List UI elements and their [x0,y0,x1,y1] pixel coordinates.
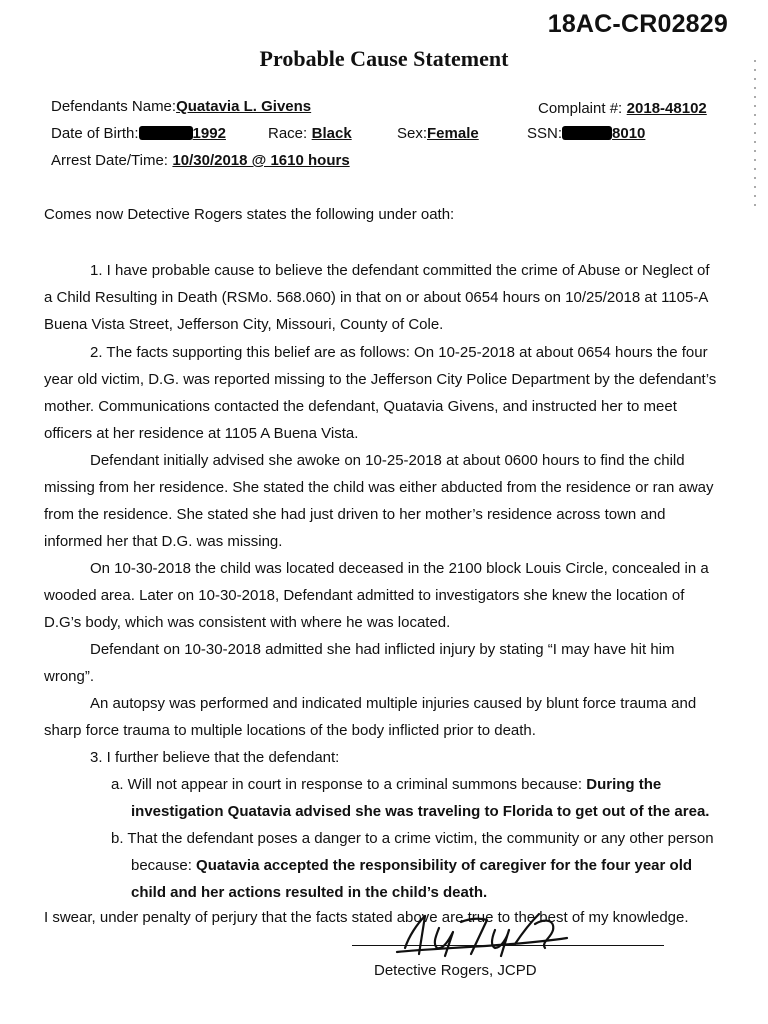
item-a-prefix: a. Will not appear in court in response to a criminal summons because: [111,776,587,793]
race-label: Race: [268,125,308,142]
race-value: Black [311,125,352,142]
item-b-prefix: because: [131,857,197,874]
signer-name: Detective Rogers, JCPD [374,962,537,979]
paragraph-4-line: wooded area. Later on 10-30-2018, Defendant admitted to investigators she knew the location of [44,587,685,604]
case-number: 18AC-CR02829 [547,10,728,38]
handwritten-signature [395,908,570,960]
dob-redaction [139,126,193,140]
complaint-row [538,100,707,118]
sex-label: Sex: [397,125,428,142]
paragraph-5-line: Defendant on 10-30-2018 admitted she had inflicted injury by stating “I may have hit him [90,641,675,658]
arrest-label: Arrest Date/Time: [51,152,168,169]
item-b-line-2 [131,857,692,874]
complaint-number: 2018-48102 [626,100,707,117]
complaint-label: Complaint #: [538,100,623,117]
paragraph-1-line: 1. I have probable cause to believe the defendant committed the crime of Abuse or Neglect of [90,262,710,279]
defendant-name-row [51,98,311,116]
item-b-bold-2: Quatavia accepted the responsibility of caregiver for the four year old [196,857,693,874]
paragraph-5-line: wrong”. [44,668,95,685]
arrest-row [51,152,350,170]
paragraph-2-line: 2. The facts supporting this belief are as follows: On 10-25-2018 at about 0654 hours the four [90,344,708,361]
defendant-name-value: Quatavia L. Givens [176,98,312,115]
paragraph-3-line: from the residence. She stated she had just driven to her mother’s residence across town and [44,506,666,523]
paragraph-4-line: D.G’s body, which was consistent with where he was located. [44,614,451,631]
paragraph-4-line: On 10-30-2018 the child was located deceased in the 2100 block Louis Circle, concealed in a [90,560,709,577]
intro-statement: Comes now Detective Rogers states the following under oath: [44,206,455,223]
item-a-line-2: investigation Quatavia advised she was traveling to Florida to get out of the area. [131,803,710,820]
item-a-line-1 [111,776,661,793]
dob-visible: 1992 [192,125,226,142]
paragraph-3-line: missing from her residence. She stated the child was either abducted from the residence or ran away [44,479,714,496]
dob-row [51,125,226,143]
paragraph-6-line: sharp force trauma to multiple locations of the body inflicted prior to death. [44,722,536,739]
paragraph-1-line: a Child Resulting in Death (RSMo. 568.060) in that on or about 0654 hours on 10/25/2018 at 1105-A [44,289,709,306]
item-b-line-3: child and her actions resulted in the child’s death. [131,884,488,901]
oath-statement: I swear, under penalty of perjury that the facts stated above are true to the best of my knowledge. [44,909,689,926]
ssn-visible: 8010 [612,125,646,142]
sex-row [397,125,479,143]
paragraph-2-line: officers at her residence at 1105 A Buena Vista. [44,425,359,442]
paragraph-2-line: year old victim, D.G. was reported missing to the Jefferson City Police Department by the defendant’s [44,371,717,388]
item-b-line-1: b. That the defendant poses a danger to a crime victim, the community or any other person [111,830,714,847]
paragraph-1-line: Buena Vista Street, Jefferson City, Missouri, County of Cole. [44,316,444,333]
ssn-row [527,125,645,143]
paragraph-2-line: mother. Communications contacted the defendant, Quatavia Givens, and instructed her to meet [44,398,677,415]
ssn-redaction [562,126,612,140]
paragraph-3-line: informed her that D.G. was missing. [44,533,283,550]
paragraph-7-line: 3. I further believe that the defendant: [90,749,340,766]
race-row [268,125,352,143]
dob-label: Date of Birth: [51,125,139,142]
paragraph-6-line: An autopsy was performed and indicated multiple injuries caused by blunt force trauma and [90,695,697,712]
arrest-datetime: 10/30/2018 @ 1610 hours [172,152,350,169]
document-title: Probable Cause Statement [259,46,509,71]
scan-edge-marks [754,60,756,210]
defendant-name-label: Defendants Name: [51,98,177,115]
item-a-bold-1: During the [586,776,662,793]
sex-value: Female [427,125,479,142]
signature-line [352,945,664,946]
paragraph-3-line: Defendant initially advised she awoke on 10-25-2018 at about 0600 hours to find the child [90,452,685,469]
ssn-label: SSN: [527,125,563,142]
